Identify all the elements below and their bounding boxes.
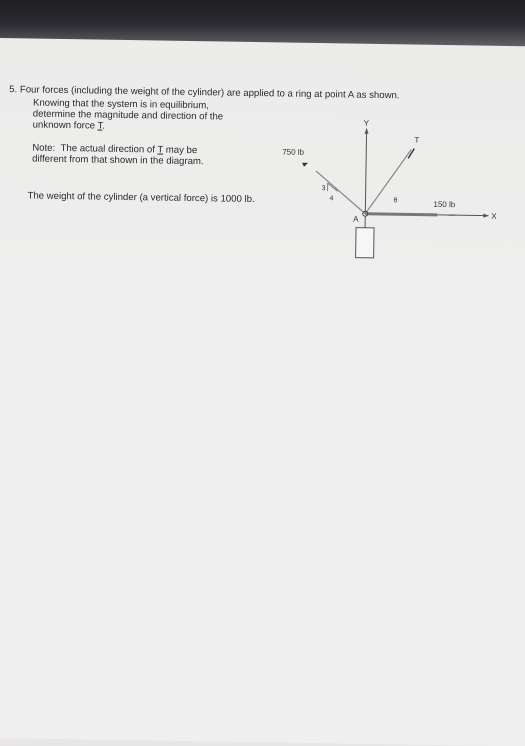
force-750-arrow: [302, 163, 308, 167]
unknown-force-symbol: T: [97, 121, 102, 132]
body-line-2: determine the magnitude and direction of the: [33, 109, 263, 124]
weight-statement: The weight of the cylinder (a vertical force) is 1000 lb.: [27, 190, 254, 205]
x-axis-label: X: [491, 212, 497, 221]
note-line-2: different from that shown in the diagram.: [32, 154, 262, 169]
x-axis-arrow: [483, 214, 489, 218]
y-axis-label: Y: [364, 119, 370, 128]
slope-run-label: 4: [329, 195, 333, 202]
cylinder: [356, 228, 374, 258]
note-label: Note:: [32, 143, 55, 154]
force-150-label: 150 lb: [433, 200, 455, 209]
y-axis-arrow: [365, 128, 369, 134]
force-750-line: [315, 171, 366, 214]
slope-rise-label: 3: [322, 185, 326, 192]
note-block: [32, 143, 262, 169]
paper-sheet: [0, 38, 525, 746]
force-diagram: [265, 122, 497, 246]
problem-statement-text: Four forces (including the weight of the cylinder) are applied to a ring at point A as shown.: [20, 84, 400, 101]
body-line-3: unknown force T.: [33, 120, 263, 135]
problem-body: [33, 98, 263, 135]
problem-number: 5.: [9, 84, 17, 95]
tension-line: [365, 149, 411, 215]
theta-label: θ: [393, 197, 397, 204]
force-150-line: [365, 214, 437, 215]
point-a-label: A: [353, 215, 359, 224]
body-line-1: Knowing that the system is in equilibrium,: [33, 98, 263, 113]
y-axis: [365, 130, 366, 214]
slope-triangle: [328, 183, 338, 191]
tension-label: T: [414, 136, 419, 145]
force-750-label: 750 lb: [282, 147, 304, 156]
note-line-1: Note: The actual direction of T may be: [32, 143, 262, 158]
note-force-symbol: T: [157, 144, 163, 155]
